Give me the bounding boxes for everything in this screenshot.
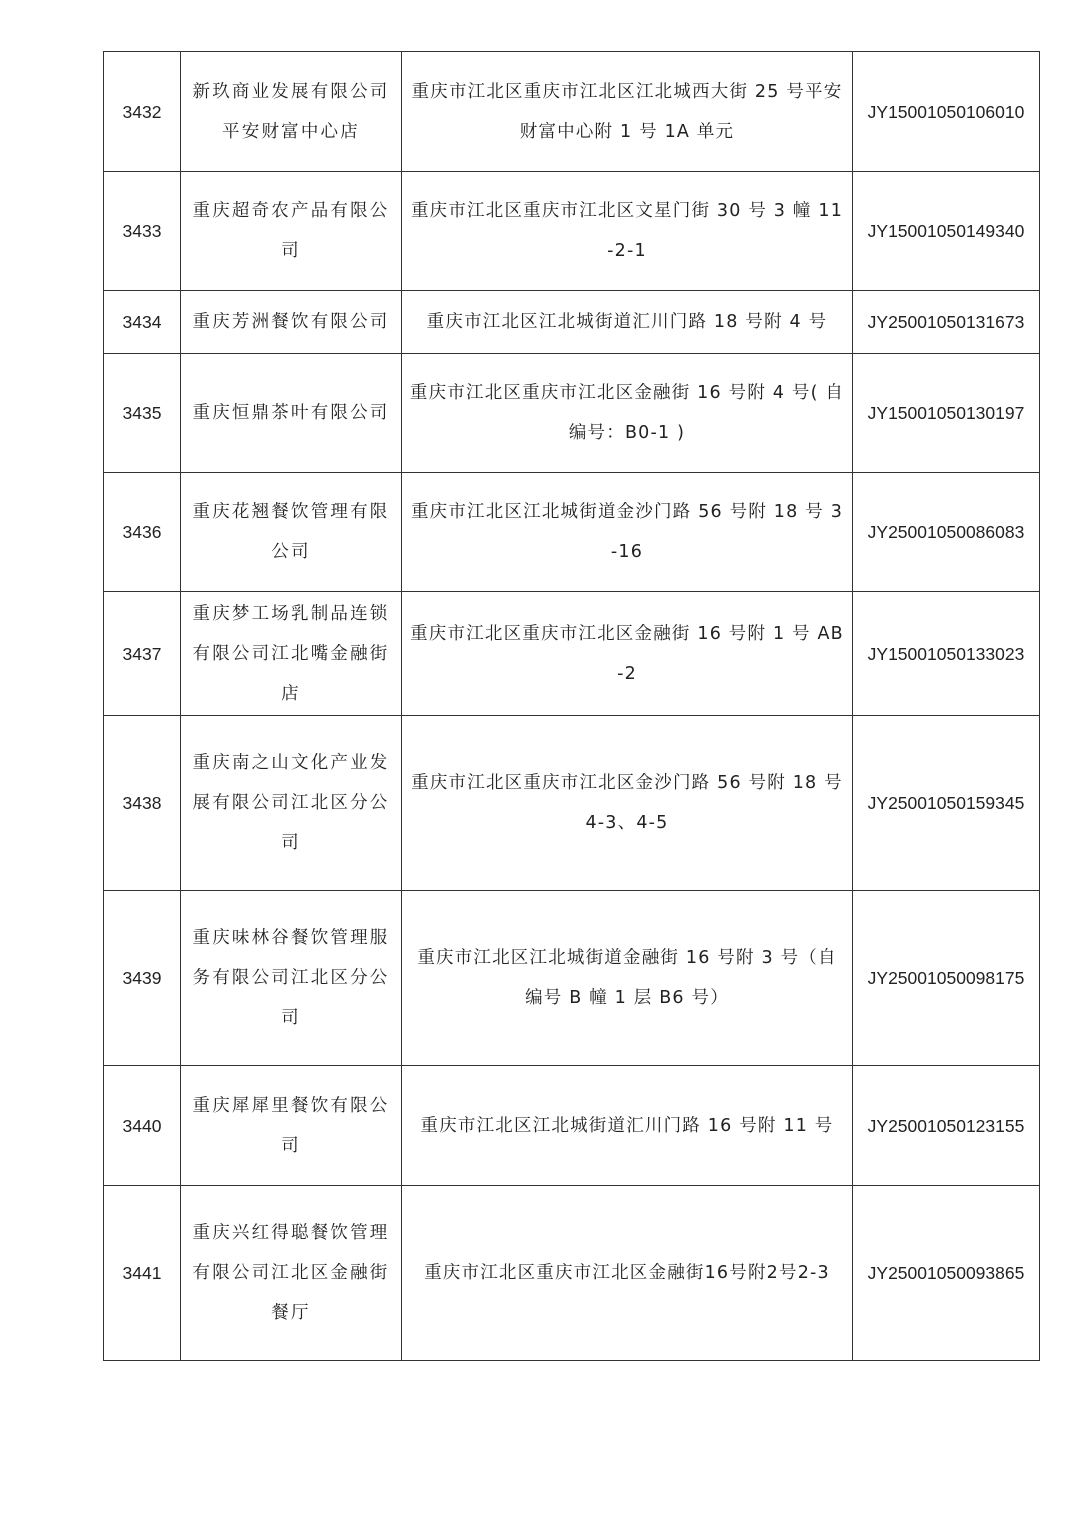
license-number: JY25001050123155 [853,1066,1040,1186]
row-number: 3432 [104,52,181,172]
table-row [104,891,1040,1066]
company-name: 新玖商业发展有限公司平安财富中心店 [181,52,402,172]
company-name: 重庆犀犀里餐饮有限公司 [181,1066,402,1186]
license-number: JY15001050130197 [853,354,1040,473]
company-address: 重庆市江北区重庆市江北区金融街 16 号附 4 号( 自编号：B0-1 ) [402,354,853,473]
row-number: 3438 [104,716,181,891]
row-number: 3439 [104,891,181,1066]
row-number: 3433 [104,172,181,291]
table-row [104,1186,1040,1361]
company-address: 重庆市江北区江北城街道金融街 16 号附 3 号（自编号 B 幢 1 层 B6 号） [402,891,853,1066]
company-name: 重庆超奇农产品有限公司 [181,172,402,291]
row-number: 3437 [104,592,181,716]
company-address: 重庆市江北区江北城街道汇川门路 16 号附 11 号 [402,1066,853,1186]
table-row [104,592,1040,716]
license-table [103,51,1040,1361]
company-address: 重庆市江北区江北城街道金沙门路 56 号附 18 号 3-16 [402,473,853,592]
company-name: 重庆味林谷餐饮管理服务有限公司江北区分公司 [181,891,402,1066]
company-address: 重庆市江北区重庆市江北区文星门街 30 号 3 幢 11-2-1 [402,172,853,291]
company-address: 重庆市江北区江北城街道汇川门路 18 号附 4 号 [402,291,853,354]
table-row [104,473,1040,592]
company-name: 重庆恒鼎茶叶有限公司 [181,354,402,473]
table-row [104,172,1040,291]
table-row [104,716,1040,891]
license-number: JY25001050086083 [853,473,1040,592]
license-number: JY25001050159345 [853,716,1040,891]
company-address: 重庆市江北区重庆市江北区金融街 16 号附 1 号 AB-2 [402,592,853,716]
company-name: 重庆芳洲餐饮有限公司 [181,291,402,354]
table-row [104,1066,1040,1186]
company-name: 重庆梦工场乳制品连锁有限公司江北嘴金融街店 [181,592,402,716]
company-name: 重庆兴红得聪餐饮管理有限公司江北区金融街餐厅 [181,1186,402,1361]
row-number: 3441 [104,1186,181,1361]
company-address: 重庆市江北区重庆市江北区江北城西大街 25 号平安财富中心附 1 号 1A 单元 [402,52,853,172]
row-number: 3434 [104,291,181,354]
license-number: JY15001050133023 [853,592,1040,716]
row-number: 3435 [104,354,181,473]
company-name: 重庆花翘餐饮管理有限公司 [181,473,402,592]
license-number: JY25001050131673 [853,291,1040,354]
license-number: JY25001050098175 [853,891,1040,1066]
row-number: 3436 [104,473,181,592]
row-number: 3440 [104,1066,181,1186]
company-name: 重庆南之山文化产业发展有限公司江北区分公司 [181,716,402,891]
table-row [104,291,1040,354]
license-number: JY15001050149340 [853,172,1040,291]
company-address: 重庆市江北区重庆市江北区金沙门路 56 号附 18 号 4-3、4-5 [402,716,853,891]
company-address: 重庆市江北区重庆市江北区金融街16号附2号2-3 [402,1186,853,1361]
table-row [104,354,1040,473]
table-row [104,52,1040,172]
license-number: JY25001050093865 [853,1186,1040,1361]
license-number: JY15001050106010 [853,52,1040,172]
